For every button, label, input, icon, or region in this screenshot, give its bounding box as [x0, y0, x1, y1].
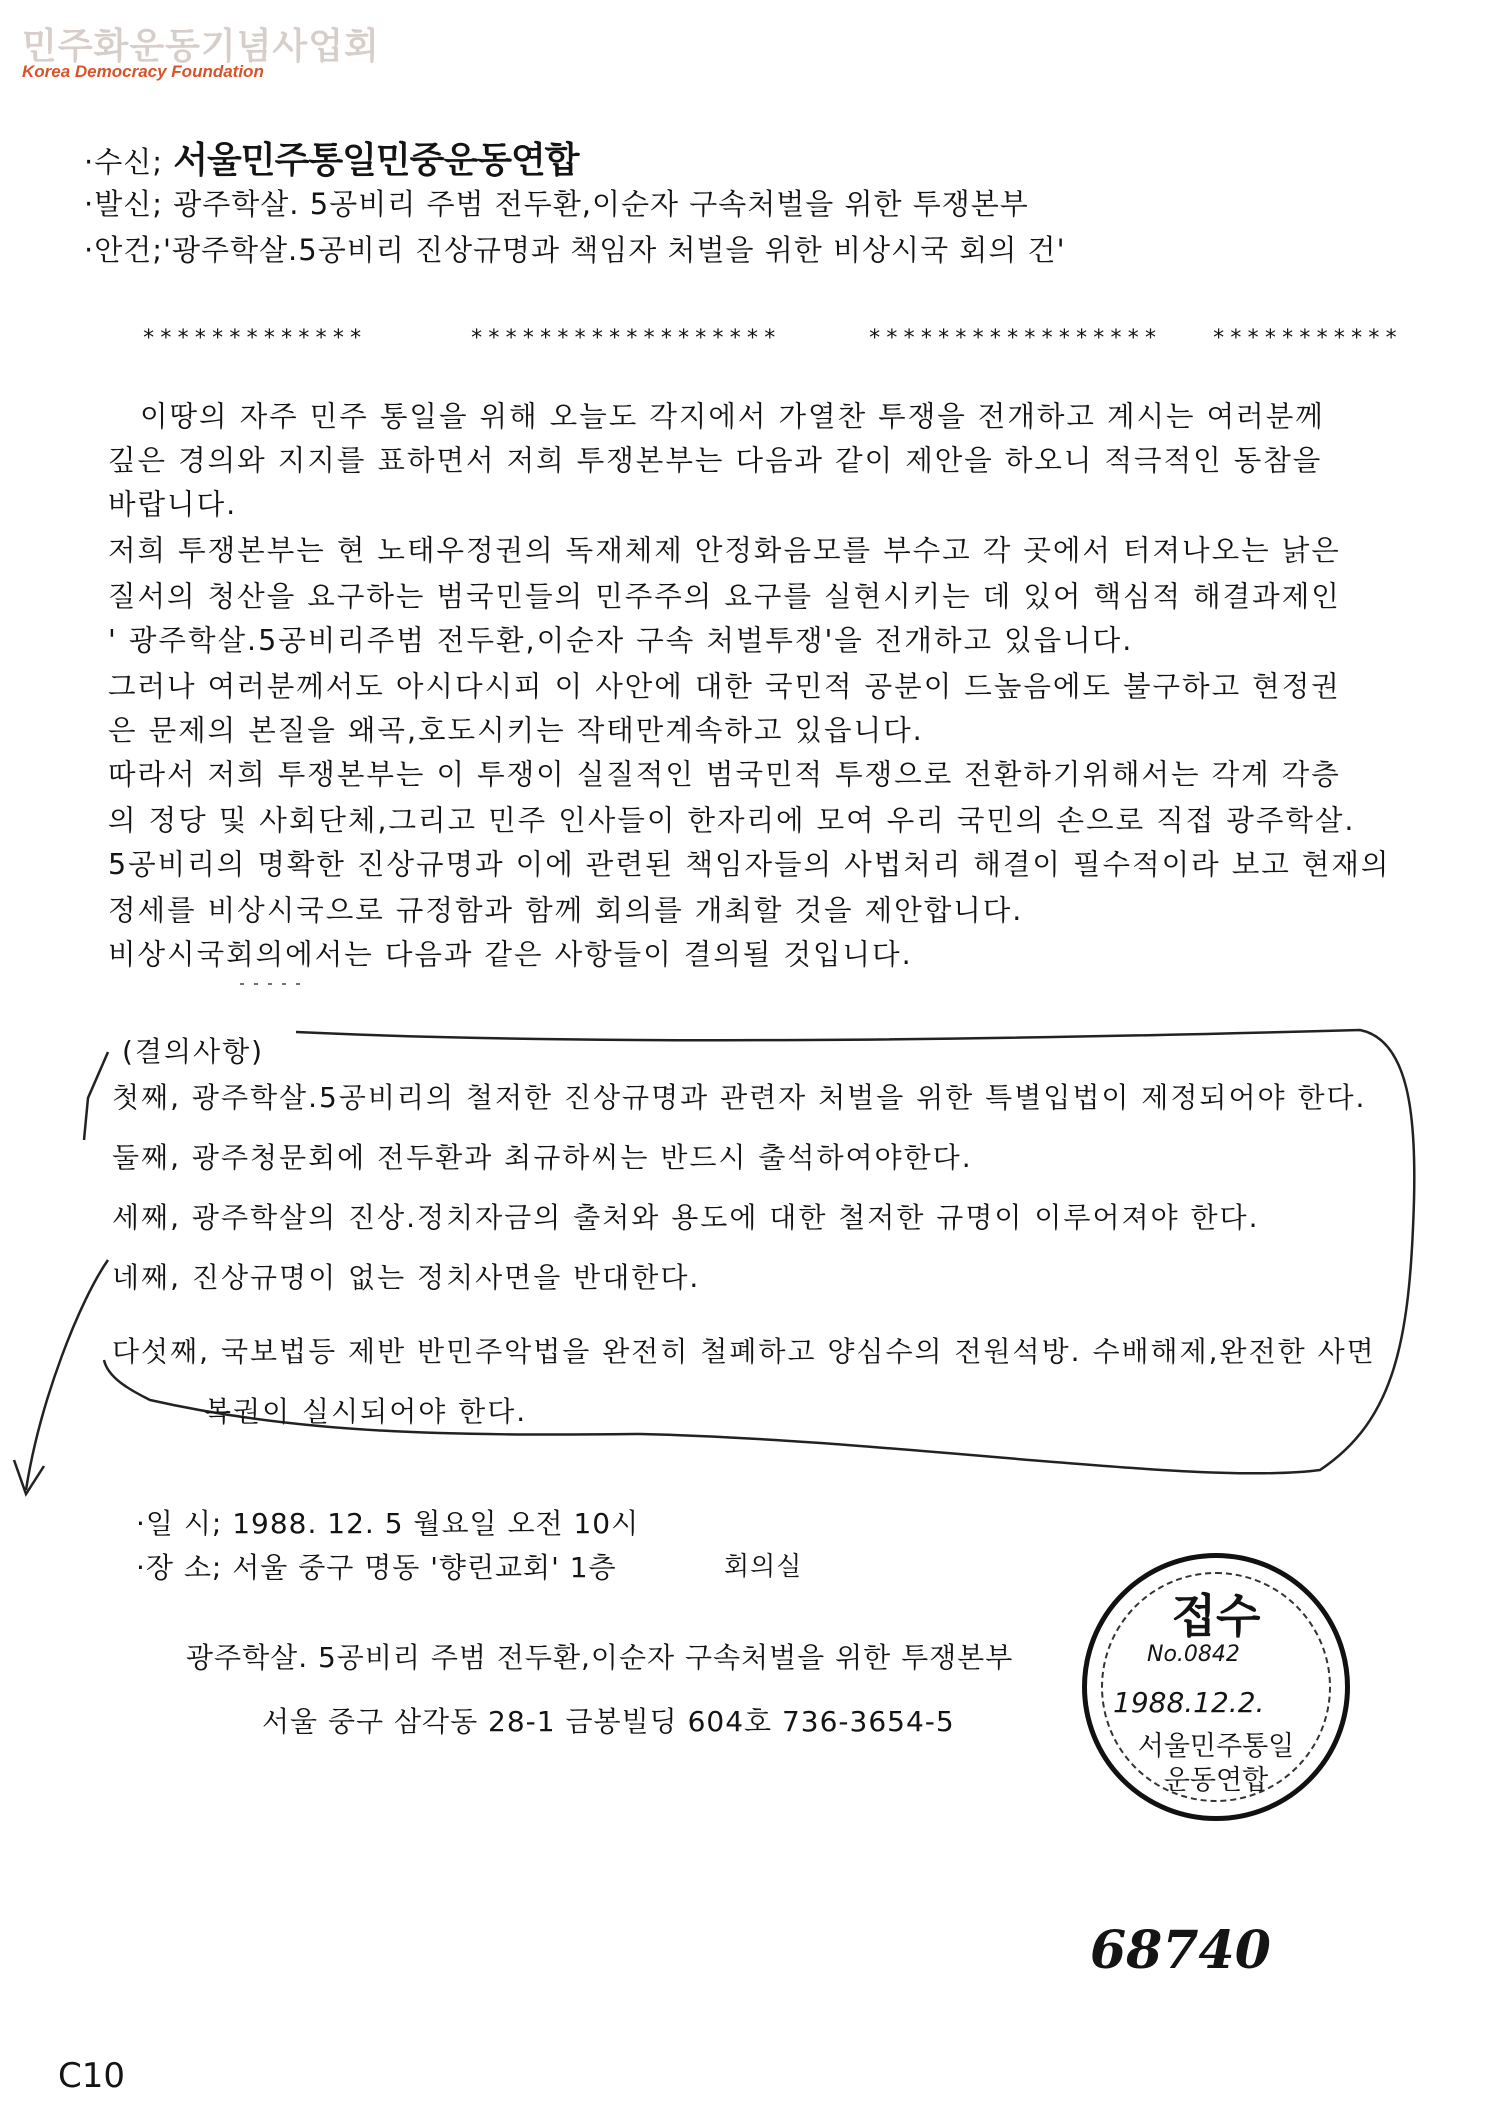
- separator-stars-4: ***********: [1212, 326, 1402, 351]
- subject-line: ·안건;'광주학살.5공비리 진상규명과 책임자 처벌을 위한 비상시국 회의 건': [84, 233, 1066, 267]
- stamp-org-line-2: 운동연합: [1163, 1765, 1269, 1796]
- separator-stars-1: *************: [142, 326, 367, 351]
- body-line-8: 은 문제의 본질을 왜곡,호도시키는 작태만계속하고 있읍니다.: [108, 714, 924, 747]
- recipient-label: ·수신;: [84, 145, 164, 179]
- body-line-3: 바랍니다.: [108, 488, 238, 521]
- body-line-9: 따라서 저희 투쟁본부는 이 투쟁이 실질적인 범국민적 투쟁으로 전환하기위해서는 각계 각층: [108, 758, 1341, 791]
- resolutions-heading: (결의사항): [122, 1035, 265, 1068]
- body-line-5: 질서의 청산을 요구하는 범국민들의 민주주의 요구를 실현시키는 데 있어 핵심적 해결과제인: [108, 580, 1341, 613]
- separator-stars-2: ******************: [470, 326, 781, 351]
- body-line-2: 깊은 경의와 지지를 표하면서 저희 투쟁본부는 다음과 같이 제안을 하오니 적극적인 동참을: [108, 444, 1323, 477]
- resolution-item-5: 다섯째, 국보법등 제반 반민주악법을 완전히 철폐하고 양심수의 전원석방. 수배해제,완전한 사면: [112, 1335, 1376, 1368]
- handwritten-archive-number: 68740: [1090, 1920, 1271, 1981]
- recipient-value-handwritten: 서울민주통일민중운동연합: [173, 139, 579, 181]
- logo-english: Korea Democracy Foundation: [22, 62, 264, 81]
- resolution-item-5-continued: 복권이 실시되어야 한다.: [204, 1395, 528, 1428]
- reception-stamp: [1082, 1553, 1350, 1821]
- resolution-item-4: 네째, 진상규명이 없는 정치사면을 반대한다.: [112, 1261, 701, 1294]
- meeting-place: ·장 소; 서울 중구 명동 '향린교회' 1층: [136, 1551, 617, 1584]
- separator-stars-3: *****************: [868, 326, 1162, 351]
- footer-org: 광주학살. 5공비리 주범 전두환,이순자 구속처벌을 위한 투쟁본부: [186, 1641, 1014, 1674]
- meeting-time: ·일 시; 1988. 12. 5 월요일 오전 10시: [136, 1507, 640, 1540]
- body-line-13: 비상시국회의에서는 다음과 같은 사항들이 결의될 것입니다.: [108, 938, 913, 971]
- body-line-10: 의 정당 및 사회단체,그리고 민주 인사들이 한자리에 모여 우리 국민의 손으로 직접 광주학살.: [108, 804, 1356, 837]
- stamp-number: No.0842: [1147, 1642, 1240, 1667]
- sender-line: ·발신; 광주학살. 5공비리 주범 전두환,이순자 구속처벌을 위한 투쟁본부: [84, 187, 1029, 221]
- resolution-item-3: 세째, 광주학살의 진상.정치자금의 출처와 용도에 대한 철저한 규명이 이루어져야 한다.: [112, 1201, 1260, 1234]
- body-line-12: 정세를 비상시국으로 규정함과 함께 회의를 개최할 것을 제안합니다.: [108, 894, 1024, 927]
- body-line-11: 5공비리의 명확한 진상규명과 이에 관련된 책임자들의 사법처리 해결이 필수적이라 보고 현재의: [108, 848, 1391, 881]
- body-line-1: 이땅의 자주 민주 통일을 위해 오늘도 각지에서 가열찬 투쟁을 전개하고 계시는 여러분께: [140, 400, 1325, 433]
- resolution-item-2: 둘째, 광주청문회에 전두환과 최규하씨는 반드시 출석하여야한다.: [112, 1141, 973, 1174]
- body-line-6: ' 광주학살.5공비리주범 전두환,이순자 구속 처벌투쟁'을 전개하고 있읍니다.: [108, 624, 1134, 657]
- body-line-4: 저희 투쟁본부는 현 노태우정권의 독재체제 안정화음모를 부수고 각 곳에서 터져나오는 낡은: [108, 534, 1341, 567]
- stamp-date: 1988.12.2.: [1113, 1686, 1265, 1719]
- stamp-org: [1087, 1730, 1345, 1798]
- page-code: C10: [58, 2056, 126, 2096]
- stamp-org-line-1: 서울민주통일: [1137, 1731, 1295, 1762]
- logo-korean: 민주화운동기념사업회: [22, 26, 380, 67]
- footer-address: 서울 중구 삼각동 28-1 금봉빌딩 604호 736-3654-5: [262, 1705, 955, 1738]
- stamp-title: 접수: [1171, 1589, 1261, 1643]
- resolution-item-1: 첫째, 광주학살.5공비리의 철저한 진상규명과 관련자 처벌을 위한 특별입법이 제정되어야 한다.: [112, 1081, 1367, 1114]
- body-line-7: 그러나 여러분께서도 아시다시피 이 사안에 대한 국민적 공분이 드높음에도 불구하고 현정권: [108, 670, 1341, 703]
- meeting-room: 회의실: [724, 1552, 803, 1582]
